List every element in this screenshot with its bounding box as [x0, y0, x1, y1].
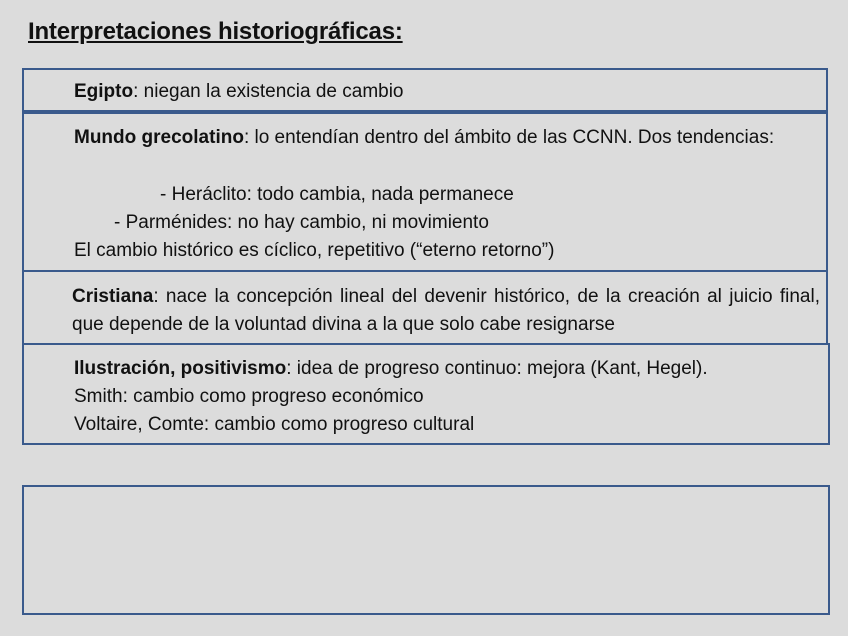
- egipto-term: Egipto: [74, 81, 134, 102]
- egipto-paragraph: [74, 78, 404, 106]
- heraclito-item: - Heráclito: todo cambia, nada permanece: [160, 184, 514, 205]
- cristiana-box: [22, 270, 828, 346]
- smith-line: Smith: cambio como progreso económico: [74, 386, 424, 407]
- voltaire-comte-line: Voltaire, Comte: cambio como progreso cultural: [74, 414, 475, 435]
- ilustracion-box: [22, 343, 830, 445]
- page-title: Interpretaciones historiográficas:: [28, 18, 403, 45]
- cristiana-text: : nace la concepción lineal del devenir histórico, de la creación al juicio final, que depende de la voluntad divina a la que solo cabe resignarse: [72, 286, 820, 335]
- grecolatino-term: Mundo grecolatino: [74, 127, 244, 148]
- grecolatino-box: [22, 112, 828, 272]
- egipto-box: [22, 68, 828, 112]
- empty-box: [22, 485, 830, 615]
- ilustracion-text: : idea de progreso continuo: mejora (Kant, Hegel).: [286, 358, 708, 379]
- ilustracion-paragraph: [74, 355, 708, 383]
- grecolatino-paragraph: [74, 124, 820, 152]
- parmenides-item: - Parménides: no hay cambio, ni movimiento: [114, 212, 489, 233]
- ilustracion-term: Ilustración, positivismo: [74, 358, 287, 379]
- grecolatino-conclusion: El cambio histórico es cíclico, repetitivo (“eterno retorno”): [74, 240, 555, 261]
- cristiana-term: Cristiana: [72, 286, 154, 307]
- cristiana-paragraph: [72, 283, 820, 339]
- egipto-text: : niegan la existencia de cambio: [133, 81, 404, 102]
- grecolatino-text: : lo entendían dentro del ámbito de las CCNN. Dos tendencias:: [243, 127, 775, 148]
